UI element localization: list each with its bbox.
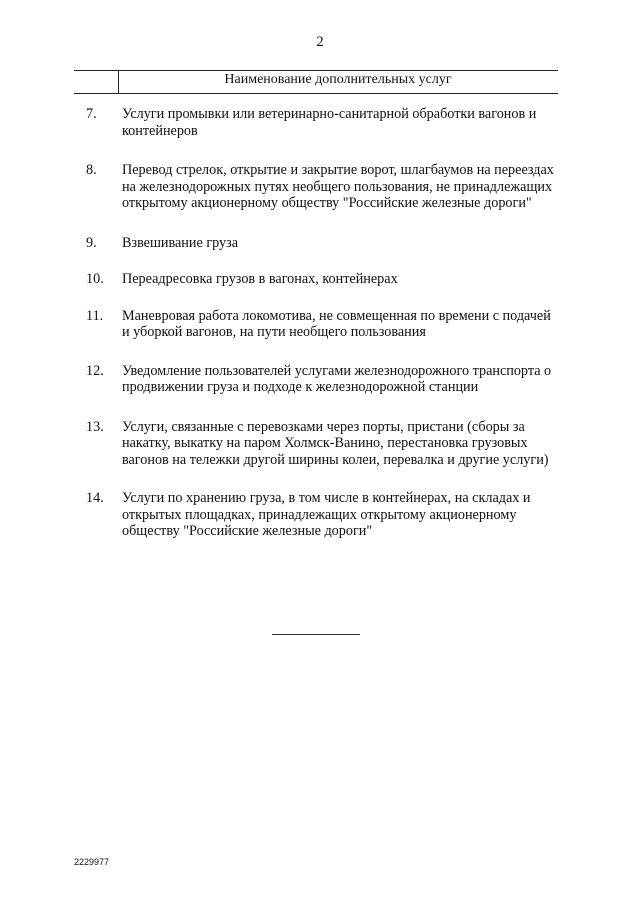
list-item <box>86 106 556 139</box>
item-number: 8. <box>86 162 97 178</box>
item-number: 10. <box>86 271 104 287</box>
list-item <box>86 271 556 288</box>
item-text: Переадресовка грузов в вагонах, контейнерах <box>122 271 398 287</box>
list-item <box>86 490 556 540</box>
item-text: Услуги по хранению груза, в том числе в контейнерах, на складах и открытых площадках, принадлежащих открытому акционерному обществу "Российские железные дороги" <box>122 490 531 539</box>
item-number: 13. <box>86 418 104 435</box>
item-text: Перевод стрелок, открытие и закрытие ворот, шлагбаумов на переездах на железнодорожных путях необщего пользования, не принадлежащих открытому акционерному обществу "Российские железные дороги" <box>122 162 554 211</box>
services-list <box>86 106 556 540</box>
item-number: 9. <box>86 234 97 251</box>
item-text: Услуги промывки или ветеринарно-санитарной обработки вагонов и контейнеров <box>122 106 537 139</box>
list-item <box>86 235 556 252</box>
item-text: Услуги, связанные с перевозками через порты, пристани (сборы за накатку, выкатку на паром Холмск-Ванино, перестановка грузовых вагонов на тележки другой ширины колеи, перевалка и другие услуги) <box>122 418 549 468</box>
list-item <box>86 419 556 469</box>
item-number: 7. <box>86 106 97 122</box>
item-text: Взвешивание груза <box>122 234 239 251</box>
list-item <box>86 162 556 212</box>
table-header-title: Наименование дополнительных услуг <box>224 72 452 87</box>
list-item <box>86 308 556 341</box>
item-number: 11. <box>86 307 104 324</box>
item-number: 12. <box>86 362 104 379</box>
end-of-document-rule <box>272 634 360 635</box>
item-number: 14. <box>86 490 104 506</box>
document-code: 2229977 <box>74 857 110 867</box>
page-number: 2 <box>316 34 324 50</box>
item-text: Уведомление пользователей услугами железнодорожного транспорта о продвижении груза и подходе к железнодорожной станции <box>122 362 552 395</box>
item-text: Маневровая работа локомотива, не совмещенная по времени с подачей и уборкой вагонов, на пути необщего пользования <box>122 307 551 340</box>
list-item <box>86 363 556 396</box>
table-header-row <box>74 70 558 94</box>
